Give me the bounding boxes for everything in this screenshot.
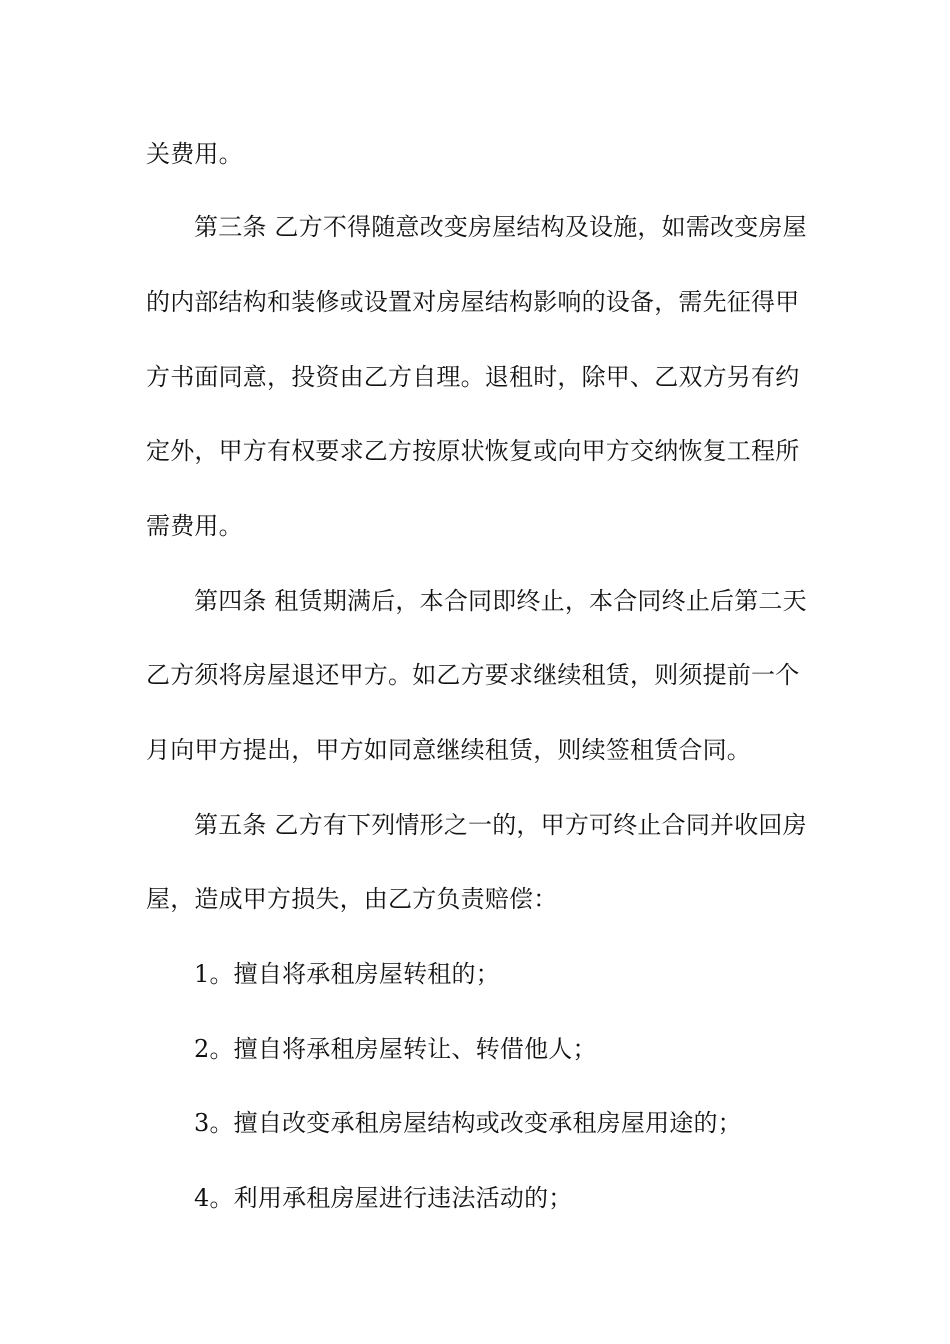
paragraph-line: 关费用。 [146,140,243,168]
list-item: 1。擅自将承租房屋转租的； [194,960,500,988]
article-4-heading-line: 第四条 租赁期满后，本合同即终止，本合同终止后第二天 [194,587,807,615]
paragraph-line: 月向甲方提出，甲方如同意继续租赁，则续签租赁合同。 [146,736,751,764]
article-3-heading-line: 第三条 乙方不得随意改变房屋结构及设施，如需改变房屋 [194,213,807,241]
list-item: 2。擅自将承租房屋转让、转借他人； [194,1035,597,1063]
paragraph-line: 定外，甲方有权要求乙方按原状恢复或向甲方交纳恢复工程所 [146,437,800,465]
paragraph-line: 的内部结构和装修或设置对房屋结构影响的设备，需先征得甲 [146,288,800,316]
list-item: 3。擅自改变承租房屋结构或改变承租房屋用途的； [194,1109,742,1137]
paragraph-line: 乙方须将房屋退还甲方。如乙方要求继续租赁，则须提前一个 [146,661,800,689]
paragraph-line: 需费用。 [146,512,243,540]
paragraph-line: 屋，造成甲方损失，由乙方负责赔偿： [146,885,558,913]
paragraph-line: 方书面同意，投资由乙方自理。退租时，除甲、乙双方另有约 [146,363,800,391]
list-item: 4。利用承租房屋进行违法活动的； [194,1184,573,1212]
article-5-heading-line: 第五条 乙方有下列情形之一的，甲方可终止合同并收回房 [194,811,807,839]
